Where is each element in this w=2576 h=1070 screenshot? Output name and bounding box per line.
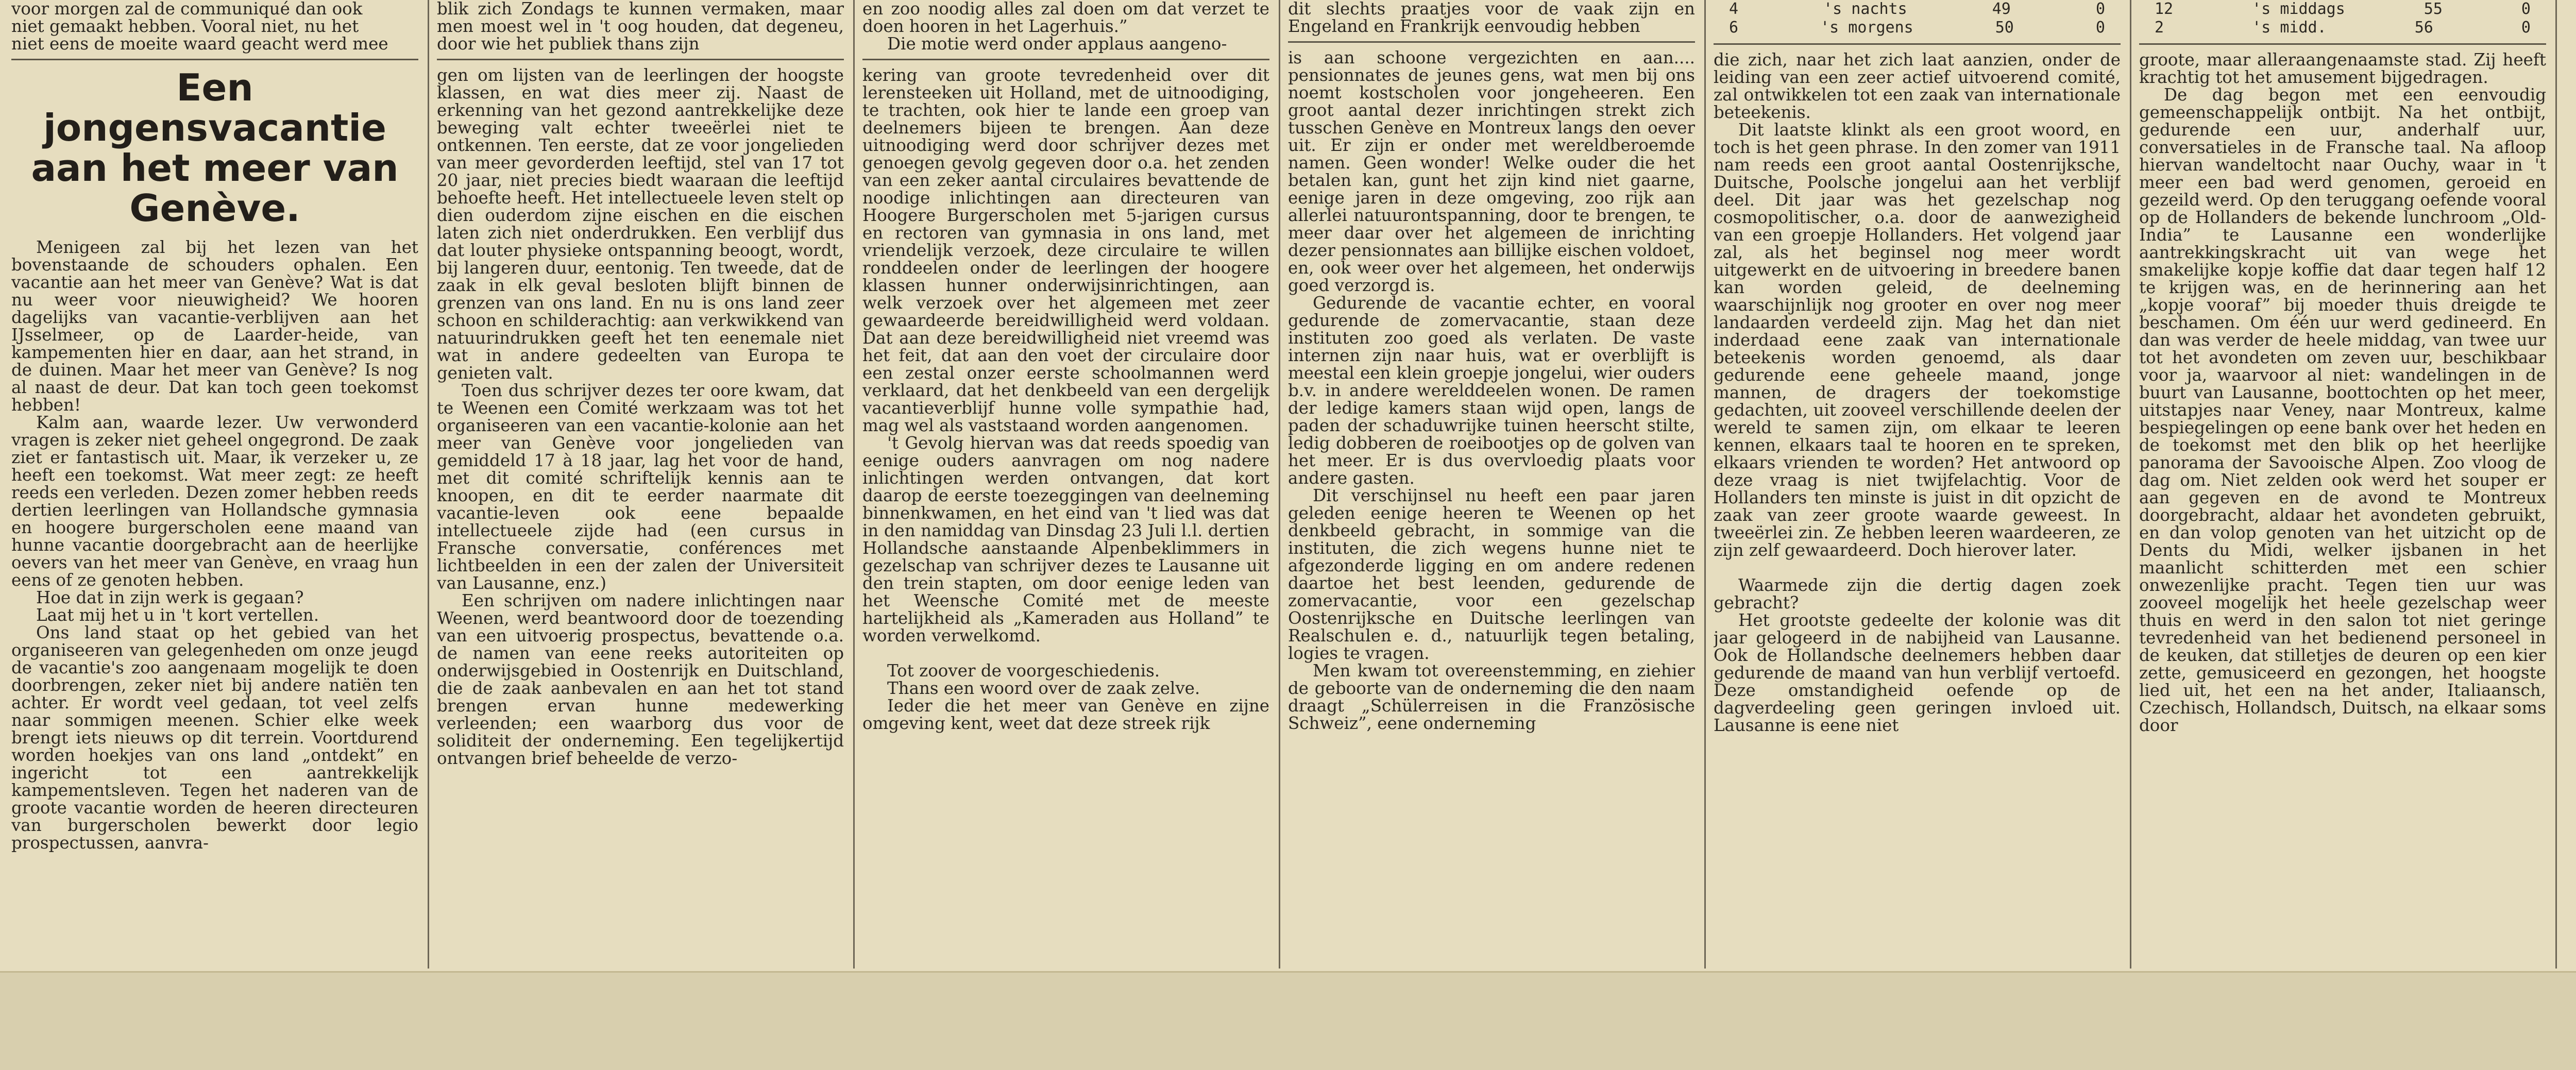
weather-num: 2 <box>2155 19 2164 37</box>
column-5 <box>1714 0 2121 969</box>
paragraph: Ieder die het meer van Genève en zijne omgeving kent, weet dat deze streek rijk <box>862 696 1269 733</box>
article-headline: Een jongensvacantie aan het meer van Genève. <box>31 66 399 230</box>
paragraph: Kalm aan, waarde lezer. Uw verwonderd vragen is zeker niet geheel ongegrond. De zaak ziet er fantastisch uit. Maar, ik verzeker u, ze heeft een toekomst. Wat meer zegt: ze heeft reeds een verleden. Dezen zomer hebben reeds dertien leerlingen van Hollandsche gymnasia en hoogere burgerscholen eene maand van hunne vacantie doorgebracht aan de heerlijke oevers van het meer van Genève, en vraag hun eens of ze genoten hebben. <box>11 413 418 590</box>
column-6 <box>2139 0 2546 969</box>
paragraph: Toen dus schrijver dezes ter oore kwam, dat te Weenen een Comité werkzaam was tot het organiseeren van een vacantie-kolonie aan het meer van Genève voor jongelieden van gemiddeld 17 à 18 jaar, lag het voor de hand, met dit comité schriftelijk kennis aan te knoopen, en dit te eerder naarmate dit vacantie-leven ook eene bepaalde intellectueele zijde had (een cursus in Fransche conversatie, conférences met lichtbeelden in een der zalen der Universiteit van Lausanne, enz.) <box>437 381 844 593</box>
column-3 <box>862 0 1269 969</box>
col1-top-line: niet gemaakt hebben. Vooral niet, nu het <box>11 16 359 36</box>
column-rule <box>2130 0 2131 969</box>
weather-time: 's nachts <box>1823 0 1907 18</box>
column-rule <box>2555 0 2557 969</box>
weather-value: 55 <box>2424 0 2443 18</box>
paragraph: Tot zoover de voorgeschiedenis. <box>887 661 1160 681</box>
weather-unit: 0 <box>2521 19 2531 37</box>
col1-top-line: niet eens de moeite waard geacht werd mee <box>11 34 388 54</box>
column-rule <box>853 0 855 969</box>
paragraph: 't Gevolg hiervan was dat reeds spoedig van eenige ouders aanvragen om nog nadere inlichtingen werden ontvangen, dat kort daarop de eerste toezeggingen van deelneming binnenkwamen, en het eind van 't lied was dat in den namiddag van Dinsdag 23 Juli l.l. dertien Hollandsche aanstaande Alpenbeklimmers in gezelschap van schrijver dezes te Lausanne uit den trein stapten, om door eenige leden van het Weensche Comité met de meeste hartelijkheid als „Kameraden aus Holland” te worden verwelkomd. <box>862 433 1269 646</box>
paragraph: Laat mij het u in 't kort vertellen. <box>36 605 319 625</box>
column-rule <box>1279 0 1280 969</box>
weather-row <box>2139 0 2546 19</box>
paragraph: Dit laatste klinkt als een groot woord, en toch is het geen phrase. In den zomer van 1911 nam reeds een groot aantal Oostenrijksche, Duitsche, Poolsche jongelui aan het verblijf deel. Dit jaar was het gezelschap nog cosmopolitischer, o.a. door de aanwezigheid van een groepje Hollanders. Het volgend jaar zal, als het beginsel nog meer wordt uitgewerkt en de uitvoering in breedere banen kan worden geleid, de deelneming waarschijnlijk nog grooter en over nog meer landaarden verdeeld zijn. Mag het dan niet inderdaad eene zaak van internationale beteekenis worden genoemd, als daar gedurende eene geheele maand, jonge mannen, de dragers der toekomstige gedachten, uit zooveel verschillende deelen der wereld te samen zijn, om elkaar te leeren kennen, elkaars taal te hooren en te spreken, elkaars vrienden te worden? Het antwoord op deze vraag is niet twijfelachtig. Voor de Hollanders ten minste is juist in dit opzicht de zaak van zeer groote waarde geweest. In tweeërlei zin. Ze hebben leeren waardeeren, ze zijn zelf gewaardeerd. Doch hierover later. <box>1714 120 2121 560</box>
column-rule <box>1704 0 1706 969</box>
column-2 <box>437 0 844 969</box>
weather-value: 49 <box>1992 0 2011 18</box>
paragraph: die zich, naar het zich laat aanzien, onder de leiding van een zeer actief uitvoerend comité, zal ontwikkelen tot een zaak van internationale beteekenis. <box>1714 50 2121 122</box>
weather-unit: 0 <box>2095 19 2105 37</box>
paragraph: Ons land staat op het gebied van het organiseeren van gelegenheden om onze jeugd de vacantie's zoo aangenaam mogelijk te doen doorbrengen, zeker niet bij andere natiën ten achter. Er wordt veel gedaan, tot veel zelfs naar sommigen meenen. Schier elke week brengt iets nieuws op dit terrein. Voortdurend worden hoekjes van ons land „ontdekt” en ingericht tot een aantrekkelijk kampementsleven. Tegen het naderen van de groote vacantie worden de heeren directeuren van burgerscholen bewerkt door legio prospectussen, aanvra- <box>11 623 418 853</box>
weather-row <box>1714 0 2121 19</box>
section-rule <box>437 59 844 60</box>
weather-time: 's morgens <box>1820 19 1913 37</box>
paragraph: blik zich Zondags te kunnen vermaken, maar men moest wel in 't oog houden, dat degeneu, door wie het publiek thans zijn <box>437 0 844 54</box>
paragraph: Die motie werd onder applaus aangeno- <box>887 34 1227 54</box>
paragraph: Menigeen zal bij het lezen van het bovenstaande de schouders ophalen. Een vacantie aan het meer van Genève? Wat is dat nu weer voor nieuwigheid? We hooren dagelijks van vacantie-verblijven aan het IJsselmeer, op de Laarder-heide, van kampementen hier en daar, aan het strand, in de duinen. Maar het meer van Genève? Is nog al naast de deur. Dat kan toch geen toekomst hebben! <box>11 237 418 415</box>
paragraph: Een schrijven om nadere inlichtingen naar Weenen, werd beantwoord door de toezending van een uitvoerig prospectus, bevattende o.a. de namen van eene reeks autoriteiten op onderwijsgebied in Oostenrijk en Duitschland, die de zaak aanbevalen en aan het tot stand brengen ervan hunne medewerking verleenden; een waarborg dus voor de soliditeit der onderneming. Een tegelijkertijd ontvangen brief beheelde de verzo- <box>437 591 844 768</box>
column-1 <box>11 0 418 969</box>
weather-table-right <box>2139 0 2546 37</box>
headline-rule <box>11 59 418 60</box>
paragraph: Hoe dat in zijn werk is gegaan? <box>36 588 304 607</box>
weather-time: 's midd. <box>2252 19 2327 37</box>
paragraph: Het grootste gedeelte der kolonie was dit jaar gelogeerd in de nabijheid van Lausanne. Ook de Hollandsche deelnemers hebben daar gedurende de maand van hun verblijf vertoefd. Deze omstandigheid oefende op de dagverdeeling geen geringen invloed uit. Lausanne is eene niet <box>1714 610 2121 735</box>
paragraph: gen om lijsten van de leerlingen der hoogste klassen, en wat dies meer zij. Naast de erkenning van het gezond aantrekkelijke deze beweging valt echter tweeërlei niet te ontkennen. Ten eerste, dat ze voor jongelieden van meer gevorderden leeftijd, stel van 17 tot 20 jaar, niet precies biedt waaraan die leeftijd behoefte heeft. Het intellectueele leven stelt op dien ouderdom zijne eischen en die eischen laten zich niet onderdrukken. Een verblijf dus dat louter physieke ontspanning beoogt, wordt, bij langeren duur, eentonig. Ten tweede, dat de zaak in elk geval besloten blijft binnen de grenzen van ons land. En nu is ons land zeer schoon en schilderachtig: aan verkwikkend van natuurindrukken geeft het ten eenemale niet wat in andere gedeelten van Europa te genieten valt. <box>437 65 844 383</box>
paragraph: Men kwam tot overeenstemming, en ziehier de geboorte van de onderneming die den naam draagt „Schülerreisen in die Französische Schweiz”, eene onderneming <box>1288 661 1695 733</box>
section-rule <box>862 59 1269 60</box>
weather-row <box>1714 19 2121 37</box>
paragraph: is aan schoone vergezichten en aan.... pensionnates de jeunes gens, wat men bij ons noemt kostscholen voor jongeheeren. Een groot aantal dezer inrichtingen strekt zich tusschen Genève en Montreux langs den oever uit. Er zijn er onder met wereldberoemde namen. Geen wonder! Welke ouder die het betalen kan, gunt het zijn kind niet gaarne, eenige jaren in deze omgeving, zoo rijk aan allerlei natuurontspanning, door te brengen, te meer daar over het algemeen de inrichting dezer pensionnates aan billijke eischen voldoet, en, ook weer over het algemeen, het onderwijs goed verzorgd is. <box>1288 48 1695 295</box>
weather-value: 50 <box>1995 19 2014 37</box>
paragraph: Waarmede zijn die dertig dagen zoek gebracht? <box>1714 575 2121 613</box>
weather-value: 56 <box>2414 19 2433 37</box>
section-rule <box>1714 43 2121 45</box>
column-4 <box>1288 0 1695 969</box>
section-rule <box>1288 41 1695 43</box>
weather-unit: 0 <box>2095 0 2105 18</box>
paragraph: kering van groote tevredenheid over dit lerensteeken uit Holland, met de uitnoodiging, te trachten, ook hier te lande een groep van deelnemers bijeen te brengen. Aan deze uitnoodiging werd door schrijver dezes met genoegen gevolg gegeven door o.a. het zenden van een zeker aantal circulaires bevattende de noodige inlichtingen aan directeuren van Hoogere Burgerscholen met 5-jarigen cursus en rectoren van gymnasia in ons land, met vriendelijk verzoek, deze circulaire te willen ronddeelen onder de leerlingen der hoogere klassen hunner onderwijsinrichtingen, aan welk verzoek over het algemeen met zeer gewaardeerde bereidwilligheid werd voldaan. Dat aan deze bereidwilligheid niet vreemd was het feit, dat aan den voet der circulaire door een zestal onzer eerste schoolmannen werd verklaard, dat het denkbeeld van een dergelijk vacantieverblijf hunne volle sympathie had, mag wel als vaststaand worden aangenomen. <box>862 65 1269 435</box>
paragraph: Gedurende de vacantie echter, en vooral gedurende de zomervacantie, staan deze instituten zoo goed als verlaten. De vaste internen zijn naar huis, wat er overblijft is meestal een klein groepje jongelui, wier ouders b.v. in andere werelddeelen wonen. De ramen der ledige kamers staan wijd open, langs de paden der schaduwrijke tuinen heerscht stilte, ledig dobberen de roeibootjes op de golven van het meer. Er is dus overvloedig plaats voor andere gasten. <box>1288 293 1695 488</box>
col1-top-line: voor morgen zal de communiqué dan ook <box>11 0 363 19</box>
weather-time: 's middags <box>2252 0 2345 18</box>
paragraph: dit slechts praatjes voor de vaak zijn en Engeland en Frankrijk eenvoudig hebben <box>1288 0 1695 36</box>
weather-num: 4 <box>1729 0 1739 18</box>
paragraph: en zoo noodig alles zal doen om dat verzet te doen hooren in het Lagerhuis.” <box>862 0 1269 36</box>
section-rule <box>2139 43 2546 45</box>
weather-row <box>2139 19 2546 37</box>
paragraph: Thans een woord over de zaak zelve. <box>887 678 1200 698</box>
paragraph: De dag begon met een eenvoudig gemeenschappelijk ontbijt. Na het ontbijt, gedurende een uur, anderhalf uur, conversatieles in de Fransche taal. Na afloop hiervan wandeltocht naar Ouchy, waar in 't meer een bad werd genomen, geroeid en gezeild werd. Op den teruggang oefende vooral op de Hollanders de bekende lunchroom „Old-India” te Lausanne een wonderlijke aantrekkingskracht uit van wege het smakelijke kopje koffie dat daar tegen half 12 te krijgen was, en de herinnering aan het „kopje vooraf” bij moeder thuis dreigde te beschamen. Om één uur werd gedineerd. En dan was verder de heele middag, van twee uur tot het avondeten om zeven uur, beschikbaar voor ja, waarvoor al niet: wandelingen in de buurt van Lausanne, boottochten op het meer, uitstapjes naar Veney, naar Montreux, kalme bespiegelingen op eene bank over het heden en de toekomst met den blik op het heerlijke panorama der Savooische Alpen. Zoo vloog de dag om. Niet zelden ook werd het souper er aan gegeven en de avond te Montreux doorgebracht, aldaar het avondeten gebruikt, en dan volop genoten van het uitzicht op de Dents du Midi, welker ijsbanen in het maanlicht schitterden met een schier onwezenlijke pracht. Tegen tien uur was zooveel mogelijk het heele gezelschap weer thuis en werd in den salon tot niet geringe tevredenheid van het bedienend personeel in de keuken, dat stilletjes de deuren op een kier zette, gemusiceerd en gezongen, het hoogste lied uit, het een na het ander, Italiaansch, Czechisch, Hollandsch, Duitsch, na elkaar soms door <box>2139 85 2546 735</box>
paragraph: Dit verschijnsel nu heeft een paar jaren geleden eenige heeren te Weenen op het denkbeeld gebracht, in sommige van die instituten, die zich wegens hunne niet te afgezonderde ligging en om andere redenen daartoe het best leenden, gedurende de zomervacantie, voor een gezelschap Oostenrijksche en Duitsche leerlingen van Realschulen e. d., natuurlijk tegen betaling, logies te vragen. <box>1288 486 1695 663</box>
weather-num: 6 <box>1729 19 1739 37</box>
weather-unit: 0 <box>2521 0 2531 18</box>
weather-table-left <box>1714 0 2121 37</box>
weather-num: 12 <box>2155 0 2174 18</box>
paragraph: groote, maar alleraangenaamste stad. Zij heeft krachtig tot het amusement bijgedragen. <box>2139 50 2546 87</box>
column-rule <box>428 0 429 969</box>
